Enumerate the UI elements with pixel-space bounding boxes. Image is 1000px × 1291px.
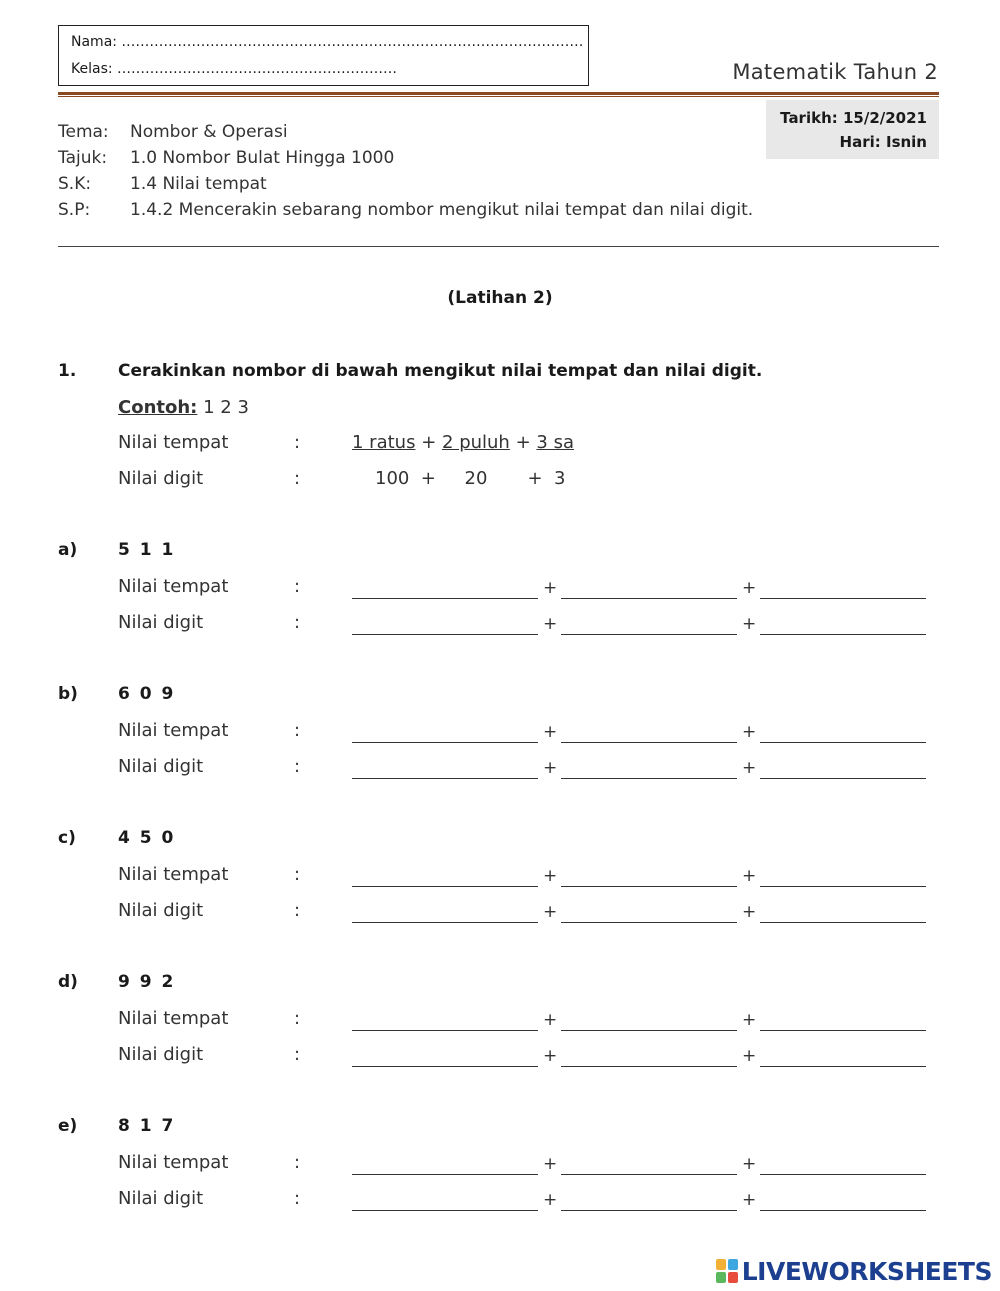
row-label-digit: Nilai digit <box>118 900 204 921</box>
item-number: 6 0 9 <box>118 684 176 704</box>
meta-tajuk-value: 1.0 Nombor Bulat Hingga 1000 <box>130 148 395 168</box>
answer-blank[interactable] <box>352 778 538 779</box>
answer-blank[interactable] <box>561 742 737 743</box>
name-class-box <box>58 25 589 86</box>
plus-sign: + <box>742 1010 757 1030</box>
answer-blank[interactable] <box>352 742 538 743</box>
example-number: 1 2 3 <box>197 397 249 418</box>
item-number: 8 1 7 <box>118 1116 176 1136</box>
plus-sign: + <box>543 902 558 922</box>
row-colon: : <box>294 756 301 777</box>
plus-sign: + <box>543 578 558 598</box>
meta-sp-key: S.P: <box>58 200 91 220</box>
row-label-place: Nilai tempat <box>118 576 229 597</box>
plus-sign: + <box>543 1190 558 1210</box>
answer-blank[interactable] <box>561 778 737 779</box>
plus-sign: + <box>543 1154 558 1174</box>
meta-tema <box>58 122 288 142</box>
logo-text: LIVEWORKSHEETS <box>741 1256 992 1286</box>
answer-blank[interactable] <box>352 1210 538 1211</box>
exercise-title: (Latihan 2) <box>447 288 553 308</box>
class-field[interactable]: Kelas: …………………………………………………… <box>71 61 398 77</box>
answer-blank[interactable] <box>352 886 538 887</box>
answer-blank[interactable] <box>760 742 926 743</box>
plus-sign: + <box>742 1046 757 1066</box>
day-text: Hari: Isnin <box>839 133 927 151</box>
item-number: 9 9 2 <box>118 972 176 992</box>
row-colon: : <box>294 864 301 885</box>
meta-sk <box>58 174 267 194</box>
answer-blank[interactable] <box>352 1174 538 1175</box>
plus-sign: + <box>742 758 757 778</box>
row-label-digit: Nilai digit <box>118 1044 204 1065</box>
example-plus-2: + <box>515 432 531 453</box>
row-colon: : <box>294 1008 301 1029</box>
plus-sign: + <box>543 614 558 634</box>
example-place-ratus: 1 ratus <box>352 432 416 453</box>
answer-blank[interactable] <box>561 1174 737 1175</box>
row-label-place: Nilai tempat <box>118 864 229 885</box>
answer-blank[interactable] <box>352 1030 538 1031</box>
meta-tema-value: Nombor & Operasi <box>130 122 288 142</box>
example-digit-label: Nilai digit <box>118 468 204 489</box>
meta-sp <box>58 200 753 220</box>
plus-sign: + <box>543 866 558 886</box>
answer-blank[interactable] <box>352 634 538 635</box>
example-heading <box>118 397 249 418</box>
row-label-digit: Nilai digit <box>118 612 204 633</box>
plus-sign: + <box>742 722 757 742</box>
section-divider <box>58 246 939 247</box>
plus-sign: + <box>543 722 558 742</box>
plus-sign: + <box>742 902 757 922</box>
plus-sign: + <box>742 578 757 598</box>
item-number: 5 1 1 <box>118 540 176 560</box>
meta-sp-value: 1.4.2 Mencerakin sebarang nombor mengikut nilai tempat dan nilai digit. <box>130 200 754 220</box>
item-letter: e) <box>58 1116 78 1136</box>
answer-blank[interactable] <box>760 1030 926 1031</box>
answer-blank[interactable] <box>760 778 926 779</box>
answer-blank[interactable] <box>760 1174 926 1175</box>
answer-blank[interactable] <box>352 922 538 923</box>
answer-blank[interactable] <box>561 598 737 599</box>
plus-sign: + <box>543 1010 558 1030</box>
answer-blank[interactable] <box>561 634 737 635</box>
row-colon: : <box>294 1044 301 1065</box>
meta-tajuk <box>58 148 394 168</box>
row-label-place: Nilai tempat <box>118 1152 229 1173</box>
date-text: Tarikh: 15/2/2021 <box>780 109 927 127</box>
example-digit-colon: : <box>294 468 301 489</box>
answer-blank[interactable] <box>352 1066 538 1067</box>
meta-tema-key: Tema: <box>58 122 109 142</box>
date-box <box>766 100 939 159</box>
header-divider-thin <box>58 96 939 97</box>
row-colon: : <box>294 612 301 633</box>
example-place-puluh: 2 puluh <box>442 432 510 453</box>
example-place-values <box>352 432 574 453</box>
plus-sign: + <box>742 1190 757 1210</box>
row-colon: : <box>294 720 301 741</box>
plus-sign: + <box>543 758 558 778</box>
plus-sign: + <box>742 1154 757 1174</box>
item-letter: d) <box>58 972 78 992</box>
example-label: Contoh: <box>118 397 198 418</box>
row-label-digit: Nilai digit <box>118 1188 204 1209</box>
example-plus-1: + <box>421 432 437 453</box>
answer-blank[interactable] <box>760 922 926 923</box>
answer-blank[interactable] <box>760 598 926 599</box>
row-colon: : <box>294 900 301 921</box>
row-label-place: Nilai tempat <box>118 1008 229 1029</box>
liveworksheets-logo <box>716 1254 992 1288</box>
answer-blank[interactable] <box>760 1210 926 1211</box>
answer-blank[interactable] <box>760 634 926 635</box>
answer-blank[interactable] <box>352 598 538 599</box>
question-text: Cerakinkan nombor di bawah mengikut nilai tempat dan nilai digit. <box>118 361 763 381</box>
row-label-digit: Nilai digit <box>118 756 204 777</box>
answer-blank[interactable] <box>561 1066 737 1067</box>
meta-sk-value: 1.4 Nilai tempat <box>130 174 267 194</box>
plus-sign: + <box>742 866 757 886</box>
item-letter: c) <box>58 828 76 848</box>
example-place-colon: : <box>294 432 301 453</box>
item-number: 4 5 0 <box>118 828 176 848</box>
answer-blank[interactable] <box>760 886 926 887</box>
answer-blank[interactable] <box>760 1066 926 1067</box>
item-letter: a) <box>58 540 78 560</box>
answer-blank[interactable] <box>561 1210 737 1211</box>
meta-tajuk-key: Tajuk: <box>58 148 108 168</box>
question-number: 1. <box>58 361 77 381</box>
plus-sign: + <box>543 1046 558 1066</box>
example-place-label: Nilai tempat <box>118 432 229 453</box>
answer-blank[interactable] <box>561 1030 737 1031</box>
example-place-sa: 3 sa <box>536 432 574 453</box>
meta-sk-key: S.K: <box>58 174 92 194</box>
row-colon: : <box>294 1188 301 1209</box>
row-colon: : <box>294 1152 301 1173</box>
liveworksheets-logo-icon <box>716 1259 738 1283</box>
example-digit-values: 100 + 20 + 3 <box>375 468 566 489</box>
subject-title: Matematik Tahun 2 <box>732 60 938 84</box>
header-divider <box>58 92 939 95</box>
row-label-place: Nilai tempat <box>118 720 229 741</box>
answer-blank[interactable] <box>561 922 737 923</box>
name-field[interactable]: Nama: ……………………………………………………………………………………… <box>71 34 584 50</box>
item-letter: b) <box>58 684 78 704</box>
row-colon: : <box>294 576 301 597</box>
plus-sign: + <box>742 614 757 634</box>
answer-blank[interactable] <box>561 886 737 887</box>
